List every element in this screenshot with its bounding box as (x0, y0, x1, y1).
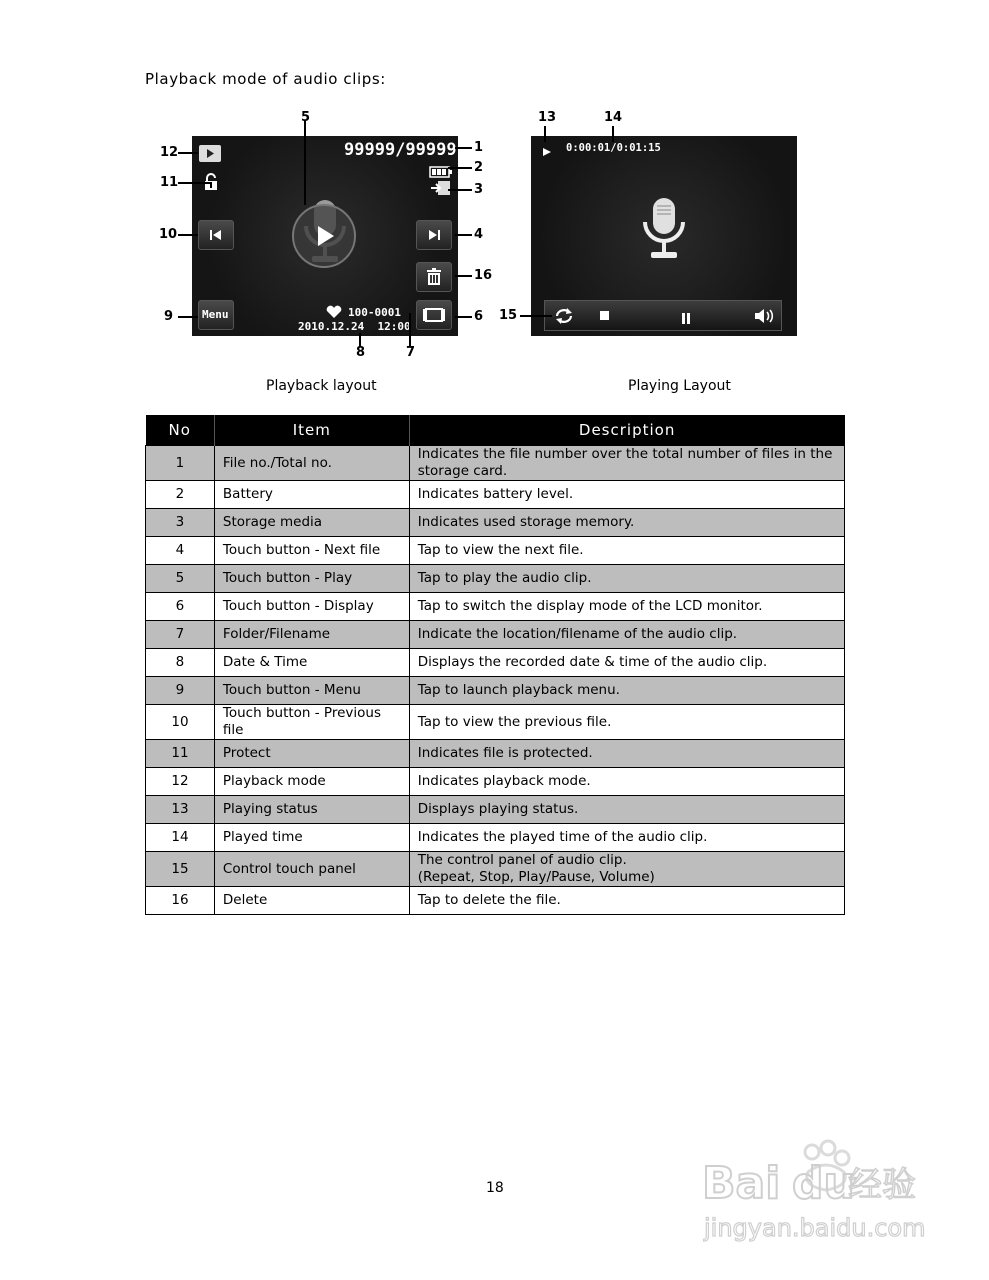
cell-desc: Tap to play the audio clip. (409, 565, 844, 593)
table-row (146, 446, 845, 481)
callout-6: 6 (474, 309, 484, 324)
cell-no: 13 (146, 796, 215, 824)
table-header-row (146, 415, 845, 446)
cell-item: Playback mode (214, 768, 409, 796)
cell-desc: Tap to switch the display mode of the LCD monitor. (409, 593, 844, 621)
cell-desc: Tap to view the next file. (409, 537, 844, 565)
cell-desc: Displays the recorded date & time of the audio clip. (409, 649, 844, 677)
cell-no: 3 (146, 509, 215, 537)
cell-desc: Indicates battery level. (409, 481, 844, 509)
cell-item: Touch button - Previous file (214, 705, 409, 740)
cell-no: 6 (146, 593, 215, 621)
cell-item: Touch button - Next file (214, 537, 409, 565)
cell-no: 10 (146, 705, 215, 740)
cell-item: Battery (214, 481, 409, 509)
cell-desc: Tap to launch playback menu. (409, 677, 844, 705)
table-row (146, 621, 845, 649)
cell-no: 4 (146, 537, 215, 565)
header-item: Item (214, 415, 409, 446)
callout-1: 1 (474, 140, 484, 155)
header-no: No (146, 415, 215, 446)
folder-filename: 100-0001 (348, 306, 401, 319)
menu-button-label: Menu (202, 308, 229, 321)
baidu-jingyan-watermark-logo (700, 1130, 950, 1250)
cell-item: Protect (214, 740, 409, 768)
cell-desc: Tap to delete the file. (409, 887, 844, 915)
cell-desc: The control panel of audio clip. (Repeat, Stop, Play/Pause, Volume) (409, 852, 844, 887)
cell-item: Touch button - Menu (214, 677, 409, 705)
played-time: 0:00:01/0:01:15 (566, 142, 661, 154)
table-row (146, 705, 845, 740)
cell-desc: Indicates file is protected. (409, 740, 844, 768)
callout-16: 16 (474, 268, 493, 283)
file-counter: 99999/99999 (344, 140, 457, 160)
svg-text:du: du (792, 1158, 855, 1209)
cell-item: Touch button - Play (214, 565, 409, 593)
cell-no: 7 (146, 621, 215, 649)
table-row (146, 852, 845, 887)
svg-text:jingyan.baidu.com: jingyan.baidu.com (704, 1214, 926, 1242)
cell-no: 5 (146, 565, 215, 593)
date-time: 2010.12.24 12:00 (298, 320, 411, 333)
cell-no: 14 (146, 824, 215, 852)
callout-11: 11 (160, 175, 179, 190)
cell-desc: Displays playing status. (409, 796, 844, 824)
cell-item: Played time (214, 824, 409, 852)
header-description: Description (409, 415, 844, 446)
cell-item: Delete (214, 887, 409, 915)
callout-10: 10 (159, 227, 178, 242)
callout-3: 3 (474, 182, 484, 197)
table-row (146, 537, 845, 565)
table-row (146, 796, 845, 824)
table-row (146, 768, 845, 796)
callout-8: 8 (356, 345, 366, 360)
playing-layout-caption: Playing Layout (628, 378, 731, 394)
callout-9: 9 (164, 309, 174, 324)
cell-item: Control touch panel (214, 852, 409, 887)
cell-no: 12 (146, 768, 215, 796)
cell-item: Date & Time (214, 649, 409, 677)
svg-text:经验: 经验 (848, 1165, 916, 1205)
cell-no: 2 (146, 481, 215, 509)
cell-no: 1 (146, 446, 215, 481)
page-number: 18 (486, 1180, 504, 1196)
svg-text:Bai: Bai (702, 1158, 781, 1209)
table-row (146, 509, 845, 537)
callout-15: 15 (499, 308, 518, 323)
callout-13: 13 (538, 110, 557, 125)
cell-item: Touch button - Display (214, 593, 409, 621)
table-body (146, 446, 845, 915)
cell-desc: Indicates the played time of the audio clip. (409, 824, 844, 852)
callout-7: 7 (406, 345, 416, 360)
cell-no: 9 (146, 677, 215, 705)
table-row (146, 481, 845, 509)
table-row (146, 677, 845, 705)
table-row (146, 593, 845, 621)
cell-item: File no./Total no. (214, 446, 409, 481)
callout-2: 2 (474, 160, 484, 175)
pause-icon[interactable] (681, 310, 691, 329)
playback-callout-lines (150, 105, 500, 365)
cell-item: Playing status (214, 796, 409, 824)
playback-layout-caption: Playback layout (266, 378, 377, 394)
playing-callout-lines (500, 120, 650, 330)
cell-desc: Indicates used storage memory. (409, 509, 844, 537)
table-row (146, 565, 845, 593)
callout-14: 14 (604, 110, 623, 125)
section-heading: Playback mode of audio clips: (145, 70, 386, 88)
cell-no: 15 (146, 852, 215, 887)
volume-icon[interactable] (753, 307, 775, 329)
items-table (145, 415, 845, 915)
cell-desc: Tap to view the previous file. (409, 705, 844, 740)
table-row (146, 740, 845, 768)
cell-desc: Indicates the file number over the total number of files in the storage card. (409, 446, 844, 481)
cell-no: 16 (146, 887, 215, 915)
callout-5: 5 (301, 110, 311, 125)
cell-desc: Indicates playback mode. (409, 768, 844, 796)
table-row (146, 649, 845, 677)
table-row (146, 887, 845, 915)
cell-no: 8 (146, 649, 215, 677)
cell-item: Folder/Filename (214, 621, 409, 649)
cell-desc: Indicate the location/filename of the audio clip. (409, 621, 844, 649)
cell-no: 11 (146, 740, 215, 768)
table-row (146, 824, 845, 852)
callout-12: 12 (160, 145, 179, 160)
callout-4: 4 (474, 227, 484, 242)
cell-item: Storage media (214, 509, 409, 537)
